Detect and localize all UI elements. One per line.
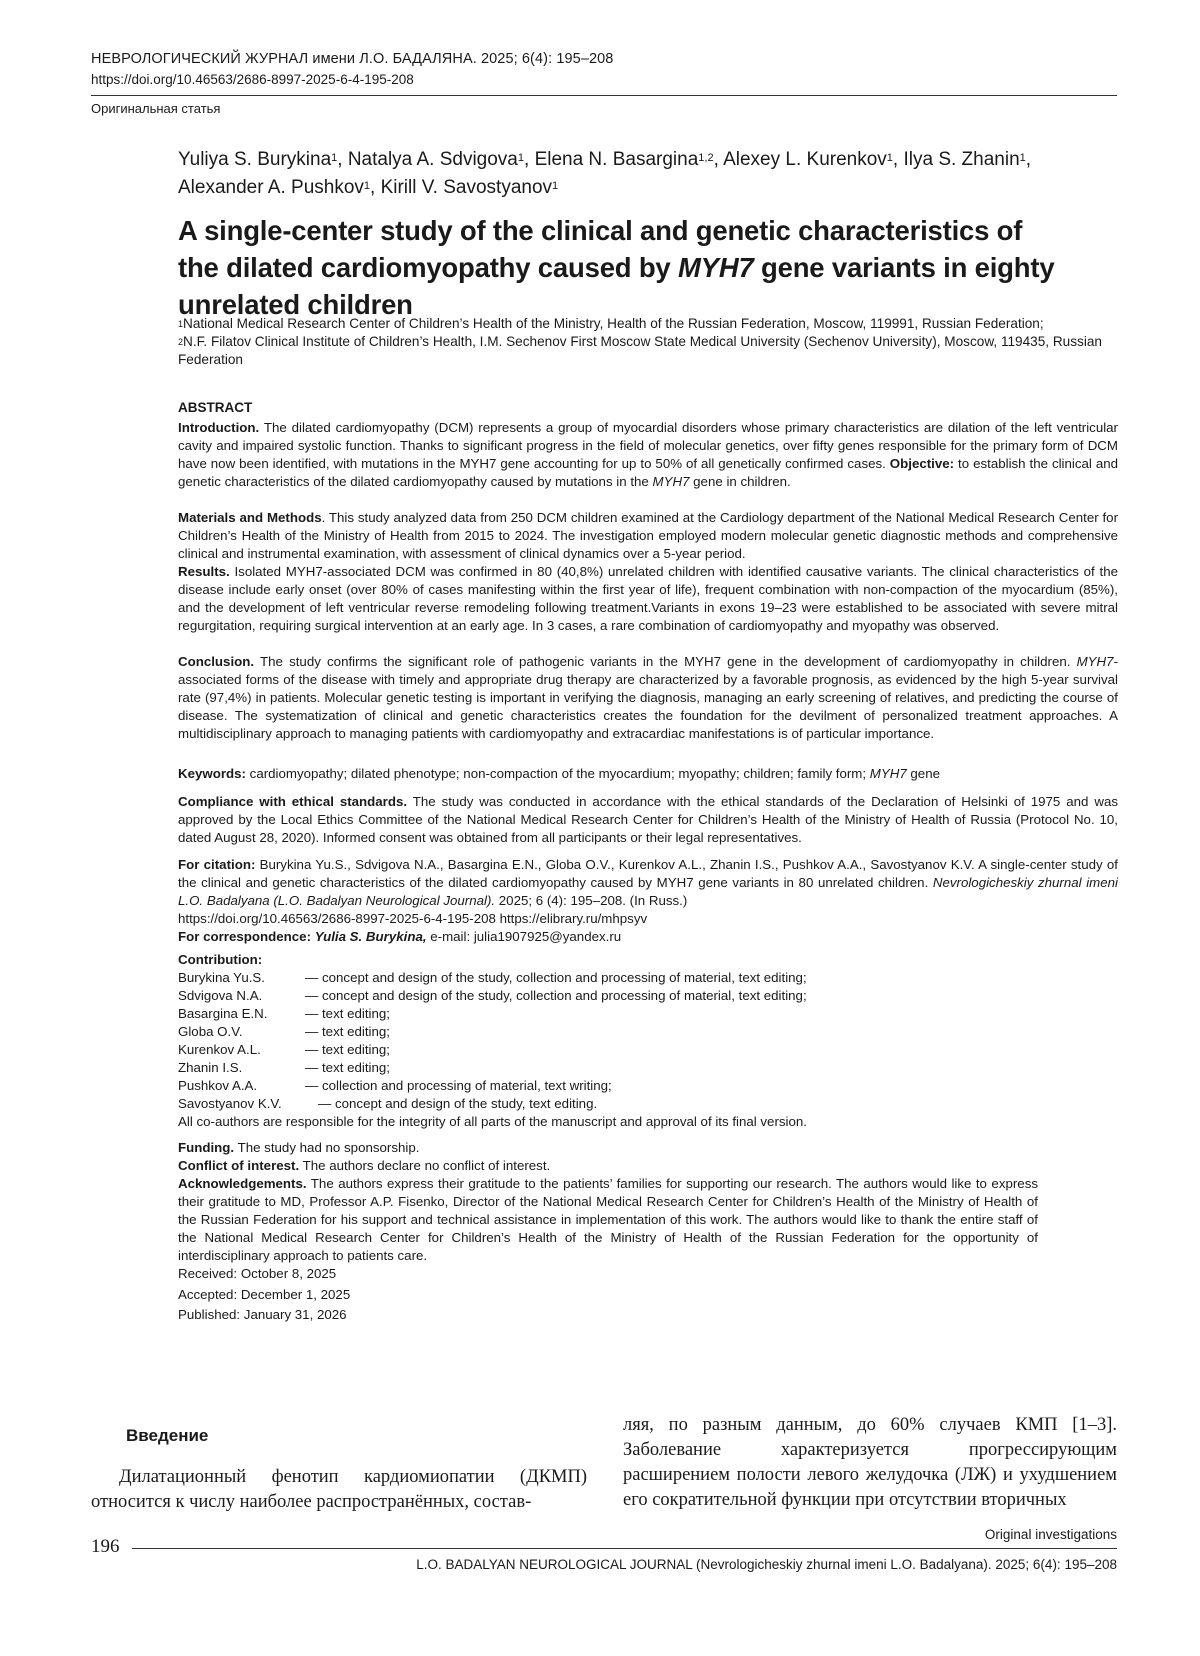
affiliation-2: $^2$N.F. Filatov Clinical Institute of Children’s Health, I.M. Sechenov First Moscow State Medical University (Sechenov University), Moscow, 119435, Russian Federation: [178, 334, 1102, 367]
article-type: Оригинальная статья: [91, 101, 221, 116]
author-list: [178, 146, 1108, 202]
author: Alexander A. Pushkov$^1$,: [178, 177, 381, 198]
email-link[interactable]: e-mail: julia1907925@yandex.ru: [426, 929, 622, 944]
header-divider: [91, 95, 1117, 96]
contribution-row: Globa O.V. — text editing;: [178, 1024, 390, 1039]
page-number: 196: [91, 1536, 120, 1557]
contribution-row: Basargina E.N. — text editing;: [178, 1006, 390, 1021]
author: Yuliya S. Burykina$^1$,: [178, 149, 348, 170]
gene-name: MYH7: [677, 252, 754, 283]
received-date: Received: October 8, 2025: [178, 1266, 337, 1281]
contribution-row: Pushkov A.A. — collection and processing of material, text writing;: [178, 1078, 612, 1093]
acknowledgements: Acknowledgements. The authors express their gratitude to the patients’ families for supporting our research. The authors would like to express their gratitude to MD, Professor A.P. Fisenko, Director of the National Medical Research Center for Children’s Health of the Ministry of Health of the Russian Federation for his support and technical assistance in implementation of this work. The authors would like to thank the entire staff of the National Medical Research Center for Children’s Health of the Ministry of Health of the Russian Federation for the opportunity of interdisciplinary approach to patients care.: [178, 1176, 1038, 1263]
correspondence: For correspondence: Yulia S. Burykina, e-mail: julia1907925@yandex.ru: [178, 929, 622, 944]
affiliation-1: $^1$National Medical Research Center of Children’s Health of the Ministry, Health of the Russian Federation, Moscow, 119991, Russian Federation;: [178, 316, 1044, 331]
footer-divider: [132, 1548, 1117, 1549]
abstract-methods: Materials and Methods. This study analyzed data from 250 DCM children examined at the Cardiology department of the National Medical Research Center for Children’s Health of the Ministry of Health from 2015 to 2024. The investigation employed modern molecular genetic diagnostic methods and comprehensive clinical and instrumental examination, with assessment of clinical dynamics over a 5-year period.: [178, 510, 1118, 561]
conflict-of-interest: Conflict of interest. The authors declare no conflict of interest.: [178, 1158, 551, 1173]
author: Elena N. Basargina$^{1,2}$,: [534, 149, 724, 170]
author: Ilya S. Zhanin$^1$,: [903, 149, 1032, 170]
footer-section: Original investigations: [984, 1527, 1117, 1542]
abstract-results: Results. Isolated MYH7-associated DCM was confirmed in 80 (40,8%) unrelated children with identified causative variants. The clinical characteristics of the disease include early onset (over 80% of cases manifesting within the first year of life), frequent combination with non-compaction of the myocardium (85%), and the development of left ventricular reverse remodeling following treatment.Variants in exons 19–23 were established to be associated with severe mitral regurgitation, requiring surgical intervention at an early age. In 3 cases, a rare combination of cardiomyopathy and myopathy was observed.: [178, 564, 1118, 633]
abstract-conclusion: Conclusion. The study confirms the significant role of pathogenic variants in the MYH7 gene in the development of cardiomyopathy in children. MYH7-associated forms of the disease with timely and appropriate drug therapy are characterized by a favorable prognosis, as evidenced by the high 5-year survival rate (97,4%) in patients. Molecular genetic testing is important in verifying the diagnosis, managing an early screening of relatives, and predicting the course of disease. The systematization of clinical and genetic characteristics creates the foundation for the devilment of personalized treatment approaches. A multidisciplinary approach to managing patients with cardiomyopathy and extracardiac manifestations is of particular importance.: [178, 654, 1118, 741]
accepted-date: Accepted: December 1, 2025: [178, 1287, 351, 1302]
contribution-footer: All co-authors are responsible for the integrity of all parts of the manuscript and approval of its final version.: [178, 1114, 807, 1129]
abstract-heading: ABSTRACT: [178, 400, 253, 415]
contribution-row: Kurenkov A.L. — text editing;: [178, 1042, 390, 1057]
doi-link[interactable]: https://doi.org/10.46563/2686-8997-2025-6-4-195-208: [91, 72, 414, 87]
contribution-row: Savostyanov K.V. — concept and design of the study, text editing.: [178, 1096, 598, 1111]
body-column-right: ляя, по разным данным, до 60% случаев КМП [1–3]. Заболевание характеризуется прогрессирующим расширением полости левого желудочка (ЛЖ) и ухудшением его сократительной функции при отсутствии вторичных: [623, 1415, 1117, 1510]
body-column-left: Дилатационный фенотип кардиомиопатии (ДКМП) относится к числу наиболее распространённых, состав-: [91, 1467, 587, 1512]
article-title: A single-center study of the clinical and genetic characteristics of the dilated cardiomyopathy caused by MYH7 gene variants in eighty unrelated children: [178, 215, 1055, 320]
author: Alexey L. Kurenkov$^1$,: [723, 149, 904, 170]
citation: For citation: Burykina Yu.S., Sdvigova N.A., Basargina E.N., Globa O.V., Kurenkov A.L., Zhanin I.S., Pushkov A.A., Savostyanov K.V. A single-center study of the clinical and genetic characteristics of the dilated cardiomyopathy caused by MYH7 gene variants in 80 unrelated children. Nevrologicheskiy zhurnal imeni L.O. Badalyana (L.O. Badalyan Neurological Journal). 2025; 6 (4): 195–208. (In Russ.) https://doi.org/10.46563/2686-8997-2025-6-4-195-208 https://elibrary.ru/mhpsyv: [178, 857, 1118, 926]
abstract-introduction: Introduction. The dilated cardiomyopathy (DCM) represents a group of myocardial disorders whose primary characteristics are dilation of the left ventricular cavity and impaired systolic function. Thanks to significant progress in the field of molecular genetics, over fifty genes responsible for the primary form of DCM have now been identified, with mutations in the MYH7 gene accounting for up to 50% of all genetically confirmed cases. Objective: to establish the clinical and genetic characteristics of the dilated cardiomyopathy caused by mutations in the MYH7 gene in children.: [178, 420, 1118, 489]
contribution-row: Sdvigova N.A. — concept and design of the study, collection and processing of material, text editing;: [178, 988, 807, 1003]
published-date: Published: January 31, 2026: [178, 1307, 347, 1322]
contribution-row: Zhanin I.S. — text editing;: [178, 1060, 390, 1075]
contribution-row: Burykina Yu.S. — concept and design of the study, collection and processing of material, text editing;: [178, 970, 807, 985]
author: Kirill V. Savostyanov$^1$: [380, 177, 559, 198]
intro-heading: Введение: [126, 1426, 209, 1445]
author: Natalya A. Sdvigova$^1$,: [347, 149, 535, 170]
journal-header: НЕВРОЛОГИЧЕСКИЙ ЖУРНАЛ имени Л.О. БАДАЛЯНА. 2025; 6(4): 195–208: [91, 51, 614, 67]
keywords: Keywords: cardiomyopathy; dilated phenotype; non-compaction of the myocardium; myopathy; children; family form; MYH7 gene: [178, 766, 940, 781]
footer-journal: L.O. BADALYAN NEUROLOGICAL JOURNAL (Nevrologicheskiy zhurnal imeni L.O. Badalyana). 2025; 6(4): 195–208: [416, 1557, 1117, 1572]
funding: Funding. The study had no sponsorship.: [178, 1140, 420, 1155]
ethics-statement: Compliance with ethical standards. The study was conducted in accordance with the ethical standards of the Declaration of Helsinki of 1975 and was approved by the Local Ethics Committee of the National Medical Research Center for Children’s Health of the Ministry of Health of Russia (Protocol No. 10, dated August 28, 2020). Informed consent was obtained from all participants or their legal representatives.: [178, 794, 1118, 845]
citation-links[interactable]: https://doi.org/10.46563/2686-8997-2025-6-4-195-208 https://elibrary.ru/mhpsyv: [178, 911, 648, 926]
contribution-heading: Contribution:: [178, 952, 263, 967]
